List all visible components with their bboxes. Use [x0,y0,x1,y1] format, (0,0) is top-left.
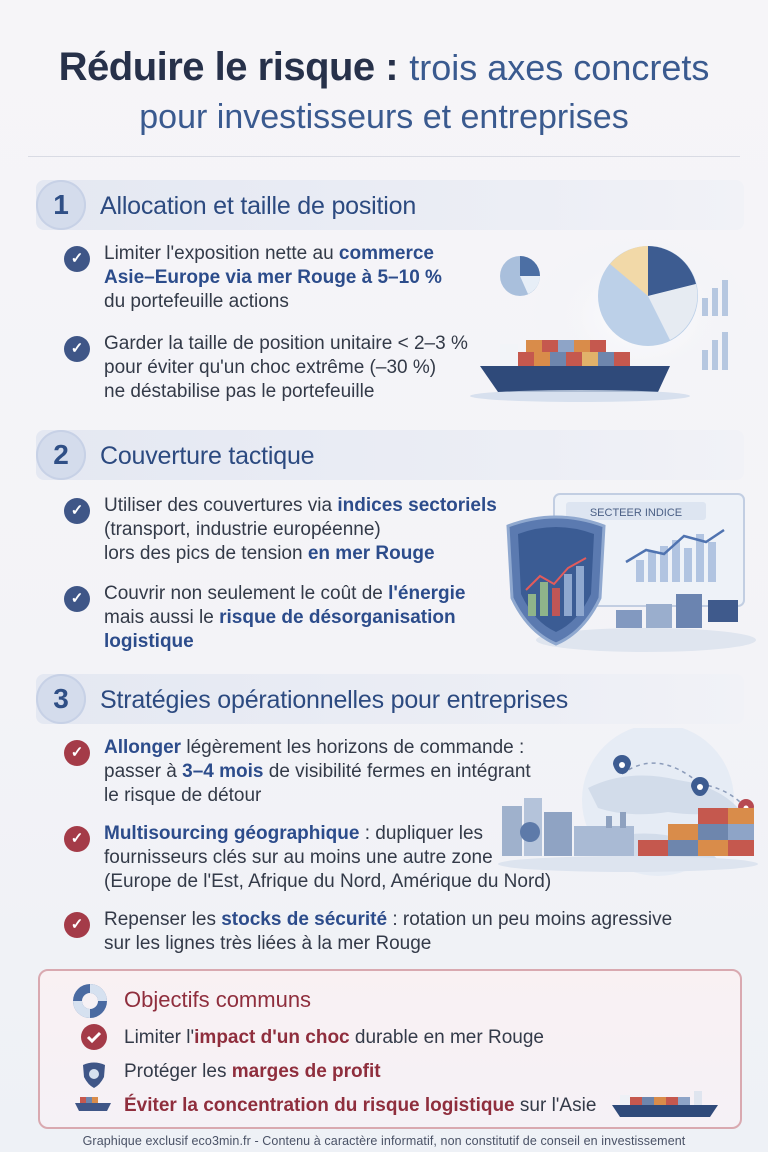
bullet-highlight: l'énergie [388,583,466,604]
section-3-bullet-3 [64,908,684,956]
bullet-highlight: en mer Rouge [307,543,435,564]
bullet-highlight: risque de désorganisation [219,607,456,628]
section-2-bullet-2 [64,582,504,654]
check-icon: ✓ [64,740,90,766]
bullet-highlight: logistique [104,631,194,652]
page-title [0,44,768,139]
bullet-text: mais aussi le [104,607,220,628]
section-1-bullet-2 [64,332,504,404]
check-icon: ✓ [64,336,90,362]
check-icon: ✓ [64,912,90,938]
section-1-number: 1 [36,180,86,230]
pie-chart-icon [598,246,698,346]
bullet-text: (Europe de l'Est, Afrique du Nord, Amérique du Nord) [104,871,552,892]
title-line-1 [0,44,768,91]
bullet-highlight: Asie–Europe via mer Rouge à 5–10 % [104,267,442,288]
section-3-title: Stratégies opérationnelles pour entreprises [100,686,569,714]
section-2-header [36,430,744,480]
bullet-text: pour éviter qu'un choc extrême (–30 %) [104,357,437,378]
title-bold: Réduire le risque : [58,45,399,89]
bullet-text: (transport, industrie européenne) [104,519,381,540]
objective-text: Limiter l' [124,1027,195,1048]
bullet-text: Garder la taille de position unitaire < 2–3 % [104,333,468,354]
bullet-text: le risque de détour [104,785,262,806]
objectives-box [38,969,742,1129]
pie-chart-icon [500,256,540,296]
objective-highlight: impact d'un choc [194,1027,350,1048]
section-2-bullet-1 [64,494,504,566]
objective-text: Protéger les [124,1061,232,1082]
objective-item-3 [124,1095,596,1117]
title-divider [28,156,740,157]
check-icon: ✓ [64,826,90,852]
bullet-text: ne déstabilise pas le portefeuille [104,381,375,402]
section-3-number: 3 [36,674,86,724]
globe-supply-illustration [488,728,762,888]
bullet-text: Utiliser des couvertures via [104,495,338,516]
shield-dashboard-illustration [496,490,756,660]
bullet-text: de visibilité fermes en intégrant [263,761,531,782]
bullet-text: légèrement les horizons de commande : [181,737,525,758]
bullet-highlight: Multisourcing géographique [104,823,360,844]
dashboard-label: SECTEER INDICE [589,507,683,519]
footer-disclaimer: Graphique exclusif eco3min.fr - Contenu à caractère informatif, non constitutif de conseil en investissement [82,1134,686,1148]
objective-highlight: Éviter la concentration du risque logistique [124,1095,515,1116]
bullet-highlight: Allonger [104,737,182,758]
bullet-text: : rotation un peu moins agressive [387,909,673,930]
title-line-2: pour investisseurs et entreprises [139,98,629,136]
bullet-text: Limiter l'exposition nette au [104,243,339,264]
bullet-text: lors des pics de tension [104,543,308,564]
check-icon: ✓ [64,586,90,612]
section-1-bullet-1 [64,242,484,314]
objectives-title: Objectifs communs [124,987,312,1012]
bullet-text: Repenser les [104,909,222,930]
pie-ship-illustration [470,236,750,416]
objective-item-2 [124,1061,381,1083]
section-3-header [36,674,744,724]
lifebuoy-icon [70,981,110,1021]
section-3-bullet-1 [64,736,534,808]
objective-text: sur l'Asie [514,1095,597,1116]
bullet-highlight: stocks de sécurité [221,909,388,930]
objective-highlight: marges de profit [231,1061,381,1082]
section-1-header [36,180,744,230]
section-2-number: 2 [36,430,86,480]
bullet-text: : dupliquer les [359,823,484,844]
bullet-text: passer à [104,761,183,782]
check-icon: ✓ [64,498,90,524]
section-1-title: Allocation et taille de position [100,192,417,220]
bullet-highlight: 3–4 mois [182,761,264,782]
check-icon [80,1023,108,1056]
section-2-title: Couverture tactique [100,442,315,470]
bullet-highlight: commerce [338,243,434,264]
shield-icon [80,1059,108,1094]
ship-icon [610,1087,720,1121]
ship-icon [74,1093,112,1118]
bullet-highlight: indices sectoriels [337,495,497,516]
title-rest: trois axes concrets [409,47,710,88]
shield-icon [508,517,604,644]
bullet-text: sur les lignes très liées à la mer Rouge [104,933,432,954]
bullet-text: du portefeuille actions [104,291,289,312]
check-icon: ✓ [64,246,90,272]
objective-text: durable en mer Rouge [349,1027,544,1048]
bullet-text: fournisseurs clés sur au moins une autre zone [104,847,493,868]
objective-item-1 [124,1027,544,1049]
bullet-text: Couvrir non seulement le coût de [104,583,389,604]
